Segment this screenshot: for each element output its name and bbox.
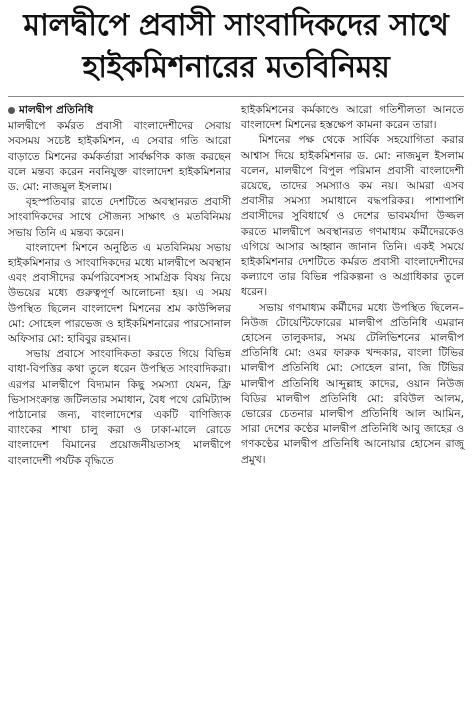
headline-line-2: হাইকমিশনারের মতবিনিময় <box>82 50 390 85</box>
paragraph: মালদ্বীপে কর্মরত প্রবাসী বাংলাদেশীদের সেবায় সবসময় সচেষ্ট হাইকমিশন, এ সেবার গতি আরো বাড়াতে মিশনের কর্মকর্তারা সার্বক্ষণিক কাজ করছেন বলে মন্তব্য করেন নবনিযুক্ত বাংলাদেশ হাইকমিশনার ড. মো: নাজমুল ইসলাম। <box>8 120 231 194</box>
paragraph: মিশনের পক্ষ থেকে সার্বিক সহযোগিতা করার আশ্বাস দিয়ে হাইকমিশনার ড. মো: নাজমুল ইসলাম বলেন, মালদ্বীপে বিপুল পরিমান প্রবাসী বাংলাদেশী রয়েছে, তাদের সমস্যাও কম নয়। আমরা এসব প্রবাসীর সমস্যা সমাধানে বদ্ধপরিকর। পাশাপাশি প্রবাসীদের সুবিধার্থে ও দেশের ভাবমর্যাদা উজ্জল করতে মালদ্বীপে অবস্থানরত গণমাধ্যম কর্মীদেরকেও এগিয়ে আসার আহ্বান জানান তিনি। একই সময়ে হাইকমিশনার দেশটিতে কর্মরত প্রবাসী বাংলাদেশীদের কল্যাণে তার বিভিন্ন পরিকল্পনা ও অগ্রাধিকার তুলে ধরেন। <box>241 134 464 299</box>
headline <box>8 6 464 88</box>
paragraph: বৃহস্পতিবার রাতে দেশটিতে অবস্থানরত প্রবাসী সাংবাদিকদের সাথে সৌজন্য সাক্ষাৎ ও মতবিনিময় সভায় তিনি এ মন্তব্য করেন। <box>8 196 231 239</box>
paragraph: সভায় প্রবাসে সাংবাদিকতা করতে গিয়ে বিভিন্ন বাধা-বিপত্তির কথা তুলে ধরেন উপস্থিত সাংবাদিকরা। এরপর মালদ্বীপে বিদ্যমান কিছু সমস্যা যেমন, ফ্রি ভিসাসংক্রান্ত জটিলতার সমাধান, বৈধ পথে রেমিট্যান্স পাঠানোর জন্য, বাংলাদেশের একটি বাণিজ্যিক ব্যাংকের শাখা চালু করা ও ঢাকা-মালে রোডে বাংলাদেশ বিমানের প্রয়োজনীয়তাসহ মালদ্বীপে বাংলাদেশী পর্যটক বৃদ্ধিতে <box>8 348 231 467</box>
column-right <box>241 103 464 469</box>
byline <box>8 103 231 118</box>
article-body <box>8 103 464 469</box>
divider <box>8 96 464 97</box>
paragraph: বাংলাদেশ মিশনে অনুষ্ঠিত এ মতবিনিময় সভায় হাইকমিশনার ও সাংবাদিকদের মধ্যে মালদ্বীপে অবস্থান এবং প্রবাসীদের কর্মপরিবেশসহ সামগ্রিক বিষয় নিয়ে উভয়ের মধ্যে গুরুত্বপূর্ণ আলোচনা হয়। এ সময় উপস্থিত ছিলেন বাংলাদেশ মিশনের শ্রম কাউন্সিলর মো: সোহেল পারভেজ ও হাইকমিশনারের পারসোনাল অফিসার মো: হাবিবুর রহমান। <box>8 241 231 346</box>
bullet-icon <box>8 107 15 114</box>
paragraph: সভায় গণমাধ্যম কর্মীদের মধ্যে উপস্থিত ছিলেন– নিউজ টোয়েন্টিফোরের মালদ্বীপ প্রতিনিধি এমরান হোসেন তালুকদার, সময় টেলিভিশনের মালদ্বীপ প্রতিনিধি মো: ওমর ফারুক খন্দকার, বাংলা টিভির মালদ্বীপ প্রতিনিধি মো: সোহেল রানা, জি টিভির মালদ্বীপ প্রতিনিধি আব্দুল্লাহ কাদের, ওয়ান নিউজ বিডির মালদ্বীপ প্রতিনিধি মো: রবিউল আলম, ভোরের চেতনার মালদ্বীপ প্রতিনিধি আল আমিন, সারা দেশের কণ্ঠের মালদ্বীপ প্রতিনিধি আবু জাহের ও গণকণ্ঠের মালদ্বীপ প্রতিনিধি আনোয়ার হোসেন রাজু প্রমুখ। <box>241 301 464 466</box>
byline-text: মালদ্বীপ প্রতিনিধি <box>19 104 94 116</box>
paragraph: হাইকমিশনের কর্মকাণ্ডে আরো গতিশীলতা আনতে বাংলাদেশ মিশনের হস্তক্ষেপ কামনা করেন তারা। <box>241 104 464 132</box>
column-left <box>8 103 231 469</box>
headline-line-1: মালদ্বীপে প্রবাসী সাংবাদিকদের সাথে <box>23 8 449 43</box>
